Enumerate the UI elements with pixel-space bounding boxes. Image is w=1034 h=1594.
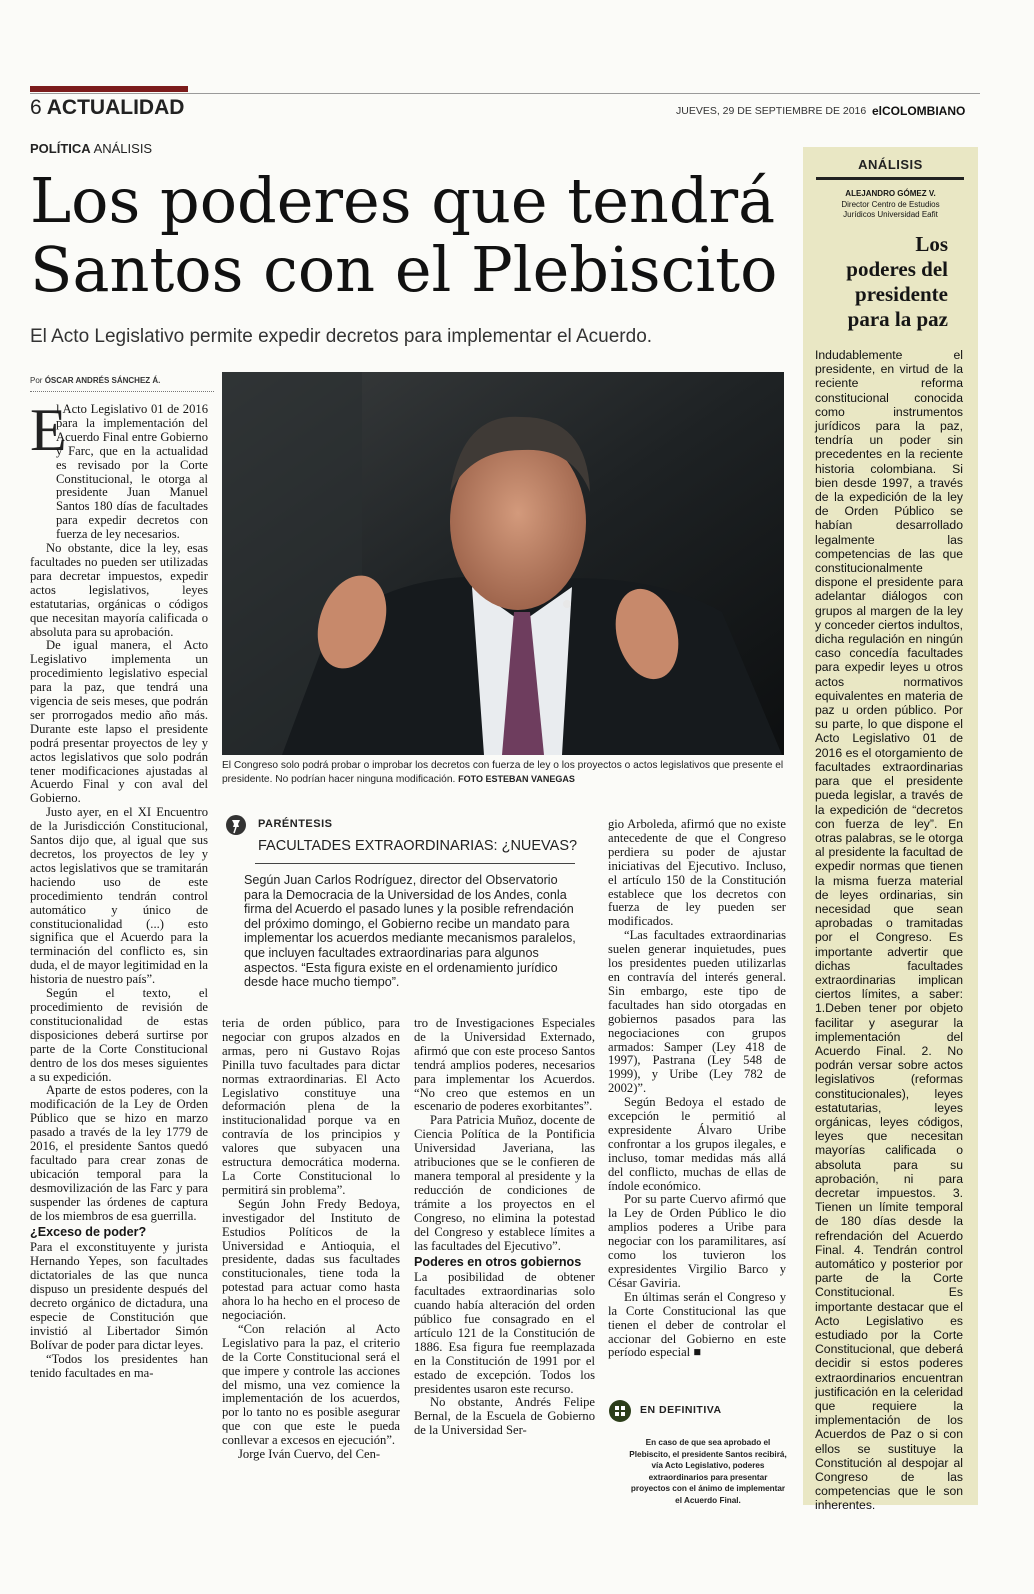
paragraph: l Acto Legislativo 01 de 2016 para la implementación del Acuerdo Final entre Gobierno y Farc, que en la actualidad es revisado por la Corte Constitucional, le otorga al presidente Juan Manuel Santos 180 días de facultades para expedir decretos con fuerza de ley necesarios.	[56, 403, 208, 542]
caption-text: El Congreso solo podrá probar o improbar los decretos con fuerza de ley o los proyectos o actos legislativos que presente el presidente. No podrían hacer ninguna modificación.	[222, 760, 784, 785]
sidebar-title-line-4: para la paz	[847, 307, 948, 331]
sidebar-role-line-1: Director Centro de Estudios	[841, 200, 940, 209]
parentesis-label: PARÉNTESIS	[258, 818, 333, 830]
sidebar-title-line-3: presidente	[855, 282, 948, 306]
article-column-1	[30, 397, 208, 1483]
paragraph: Para Patricia Muñoz, docente de Ciencia Política de la Pontificia Universidad Javeriana, las atribuciones que se le confieren de manera temporal al presidente y la reducción de condiciones de trámite a los proyectos en el Congreso, no elimina la potestad del Congreso y establece límites a las facultades del Ejecutivo”.	[414, 1113, 595, 1253]
paragraph: Justo ayer, en el XI Encuentro de la Jurisdicción Constitucional, Santos dijo que, al igual que sus decretos, los proyectos de ley y actos legislativos que se tramitarán haciendo uso de este procedimiento tendrán control automático y único de constitucionalidad (...) esto significa que el Acuerdo para la terminación del conflicto es, sin duda, el de mayor legitimidad en la historia de nuestro país”.	[30, 805, 208, 987]
paragraph: teria de orden público, para negociar con grupos alzados en armas, pero ni Gustavo Rojas Pinilla tuvo facultades para dictar normas extraordinarias. El Acto Legislativo constituye una deformación plena de la institucionalidad porque va en contravía de los principios y valores que subyacen una estructura democrática moderna. La Corte Constitucional lo permitirá sin problema”.	[222, 1017, 400, 1197]
sidebar-title-line-1: Los	[915, 232, 948, 256]
paragraph: “Con relación al Acto Legislativo para la paz, el criterio de la Corte Constitucional será el que impere y controle las acciones del mismo, una vez comience la implementación de los acuerdos, por lo tanto no es posible asegurar que con que este le pueda conllevar a excesos en ejecución”.	[222, 1321, 400, 1448]
parentesis-title: FACULTADES EXTRAORDINARIAS: ¿NUEVAS?	[258, 838, 578, 854]
paragraph: No obstante, dice la ley, esas facultades no pueden ser utilizadas para decretar impuestos, expedir actos legislativos, leyes estatutarias, orgánicas o códigos que necesitan mayoría calificada o absoluta para su aprobación.	[30, 541, 208, 639]
date-line: JUEVES, 29 DE SEPTIEMBRE DE 2016	[676, 105, 867, 117]
paragraph: “Las facultades extraordinarias suelen generar inquietudes, pues los presidentes pueden utilizarlas en contravía del interés general. Sin embargo, este tipo de facultades han sido otorgadas en gobiernos pasados para las negociaciones con grupos armados: Samper (Ley 418 de 1997), Pastrana (Ley 548 de 1999), y Uribe (Ley 782 de 2002)”.	[608, 928, 786, 1096]
parentesis-rule	[255, 863, 575, 864]
byline-author: ÓSCAR ANDRÉS SÁNCHEZ Á.	[44, 376, 161, 385]
paragraph: La posibilidad de obtener facultades extraordinarias solo cuando había alteración del orden público fue consagrado en el artículo 121 de la Constitución de 1886. Esa figura fue reemplazada en la Constitución de 1991 por el estado de excepción. Todos los presidentes usaron este recurso.	[414, 1270, 595, 1396]
paragraph: tro de Investigaciones Especiales de la Universidad Externado, afirmó que con este proceso Santos tendrá amplios poderes, necesarios para implementar los Acuerdos. “No creo que estemos en un escenario de poderes exorbitantes”.	[414, 1017, 595, 1114]
paragraph: “Todos los presidentes han tenido facultades en ma-	[30, 1351, 208, 1380]
paragraph: De igual manera, el Acto Legislativo implementa un procedimiento legislativo especial para la paz, que tendrá una vigencia de seis meses, que podrán ser prorrogados medio año más. Durante este lapso el presidente podrá presentar proyectos de ley y actos legislativos que solo podrán tener modificaciones ajustadas al Acuerdo Final y con aval del Gobierno.	[30, 638, 208, 806]
headline-line-2: Santos con el Plebiscito	[30, 233, 778, 306]
sidebar-body: Indudablemente el presidente, en virtud de la reciente reforma constitucional conocida como instrumentos jurídicos para la paz, tendría un poder sin precedentes en la reciente historia colombiana. Si bien desde 1997, a través de la expedición de la ley de Orden Público se habían desarrollado legalmente las competencias de las que constitucionalmente dispone el presidente para adelantar diálogos con grupos al margen de la ley y conceder ciertos indultos, dicha regulación en ningún caso concedía facultades para expedir leyes u otros actos normativos equivalentes en materia de paz u orden público. Por su parte, lo que dispone el Acto Legislativo 01 de 2016 es el otorgamiento de facultades extraordinarias para que el presidente pueda legislar, a través de la expedición de “decretos con fuerza de ley”. En otras palabras, se le otorga al presidente la facultad de expedir normas que tienen la misma fuerza material de leyes ordinarias, sin necesidad que sean aprobadas o tramitadas por el Congreso. Es importante advertir que dichas facultades extraordinarias implican ciertos límites, a saber: 1.Deben tener por objeto facilitar y asegurar la implementación del Acuerdo Final. 2. No podrán versar sobre actos legislativos (reformas constitucionales), leyes estatutarias, leyes orgánicas, leyes códigos, leyes que necesitan mayorías calificada o absoluta para su aprobación, ni para decretar impuestos. 3. Tienen un límite temporal de 180 días desde la refrendación del Acuerdo Final. 4. Tendrán control automático y posterior por parte de la Corte Constitucional. Es importante destacar que el Acto Legislativo es estudiado por la Corte Constitucional, que deberá decidir si estos poderes extraordinarios encuentran justificación en la celeridad que requiere la implementación de los Acuerdos de Paz o si con ellos se sustituye la Constitución al despojar al Congreso de las competencias que le son inherentes.	[815, 348, 963, 1513]
kicker-type: ANÁLISIS	[93, 141, 153, 156]
paragraph: Según Bedoya el estado de excepción le permitió al expresidente Álvaro Uribe confrontar a los grupos ilegales, e incluso, tomar medidas más allá del conflicto, muchas de ellas de índole económico.	[608, 1095, 786, 1193]
photo-credit: FOTO ESTEBAN VANEGAS	[458, 773, 575, 784]
headline-line-1: Los poderes que tendrá	[30, 164, 776, 237]
article-column-2	[222, 1017, 400, 1497]
en-definitiva-icon	[608, 1399, 632, 1427]
paragraph: Aparte de estos poderes, con la modificación de la Ley de Orden Público que se hizo en marzo pasado a través de la ley 1779 de 2016, el presidente Santos quedó facultado para crear zonas de ubicación temporal para la desmovilización de las Farc y para suspender las órdenes de captura de los miembros de esa guerrilla.	[30, 1083, 208, 1223]
sidebar-title-line-2: poderes del	[846, 257, 948, 281]
pushpin-icon	[225, 814, 247, 840]
kicker-section: POLÍTICA	[30, 141, 91, 156]
byline	[30, 376, 160, 385]
sidebar-rule	[816, 177, 964, 180]
kicker	[30, 141, 152, 156]
paragraph: Jorge Iván Cuervo, del Cen-	[238, 1447, 381, 1462]
en-definitiva-label: EN DEFINITIVA	[640, 1404, 722, 1416]
deck: El Acto Legislativo permite expedir decretos para implementar el Acuerdo.	[30, 326, 653, 347]
sidebar-role-line-2: Jurídicos Universidad Eafit	[843, 210, 938, 219]
section-header	[30, 96, 184, 120]
sidebar-label: ANÁLISIS	[858, 157, 923, 172]
byline-prefix: Por	[30, 376, 43, 385]
photo-of-santos	[222, 372, 784, 755]
newspaper-brand: elCOLOMBIANO	[872, 104, 966, 118]
en-definitiva-text: En caso de que sea aprobado el Plebiscito, el presidente Santos recibirá, vía Acto Legislativo, poderes extraordinarios para presentar proyectos con el ánimo de implementar el Acuerdo Final.	[629, 1438, 787, 1505]
section-color-bar	[30, 86, 188, 92]
paragraph: Para el exconstituyente y jurista Hernando Yepes, son facultades dictatoriales de las que nunca dispuso un presidente después del decreto orgánico de dictadura, una especie de Constitución que invistió al Libertador Simón Bolívar de poder para dictar leyes.	[30, 1240, 208, 1352]
sidebar-author-role	[803, 200, 978, 220]
subheading: Poderes en otros gobiernos	[414, 1255, 582, 1270]
paragraph: No obstante, Andrés Felipe Bernal, de la Escuela de Gobierno de la Universidad Ser-	[414, 1395, 595, 1438]
headline	[30, 166, 790, 304]
article-column-4	[608, 818, 786, 1378]
sidebar-title	[803, 232, 948, 332]
page-number: 6	[30, 96, 42, 119]
article-photo	[222, 372, 784, 755]
header-rule	[30, 93, 980, 94]
article-column-3	[414, 1017, 595, 1497]
paragraph: Según John Fredy Bedoya, investigador del Instituto de Estudios Políticos de la Universidad e Antioquia, el presidente, dadas sus facultades constitucionales, tiene toda la potestad para actuar como hasta ahora lo ha hecho en el proceso de negociación.	[222, 1196, 400, 1323]
parentesis-text: Según Juan Carlos Rodríguez, director del Observatorio para la Democracia de la Universidad de los Andes, conla firma del Acuerdo el pasado lunes y la posible refrendación del próximo domingo, el Gobierno recibe un mandato para implementar los acuerdos mediante mecanismos paralelos, que incluyen facultades extraordinarias para algunos aspectos. “Esta figura existe en el ordenamiento jurídico desde hace mucho tiempo”.	[244, 873, 576, 990]
photo-caption	[222, 760, 787, 786]
paragraph: gio Arboleda, afirmó que no existe antecedente de que el Congreso perdiera su poder de ajustar iniciativas del Ejecutivo. Incluso, el artículo 150 de la Constitución establece que los decretos con fuerza de ley pueden ser modificados.	[608, 818, 786, 929]
paragraph: Por su parte Cuervo afirmó que la Ley de Orden Público le dio amplios poderes a Uribe para negociar con los paramilitares, así como los tuvieron los expresidentes Virgilio Barco y César Gaviria.	[608, 1192, 786, 1290]
subheading: ¿Exceso de poder?	[30, 1225, 147, 1240]
drop-cap: E	[30, 397, 67, 463]
sidebar-author: ALEJANDRO GÓMEZ V.	[845, 189, 936, 198]
byline-rule	[30, 391, 214, 393]
section-name: ACTUALIDAD	[46, 96, 185, 119]
paragraph: Según el texto, el procedimiento de revisión de constitucionalidad de estas disposiciones deberá surtirse por parte de la Corte Constitucional dentro de los dos meses siguientes a su expedición.	[30, 986, 208, 1084]
paragraph: En últimas serán el Congreso y la Corte Constitucional las que tienen el deber de controlar el accionar del Gobierno en este período especial ■	[608, 1289, 786, 1360]
